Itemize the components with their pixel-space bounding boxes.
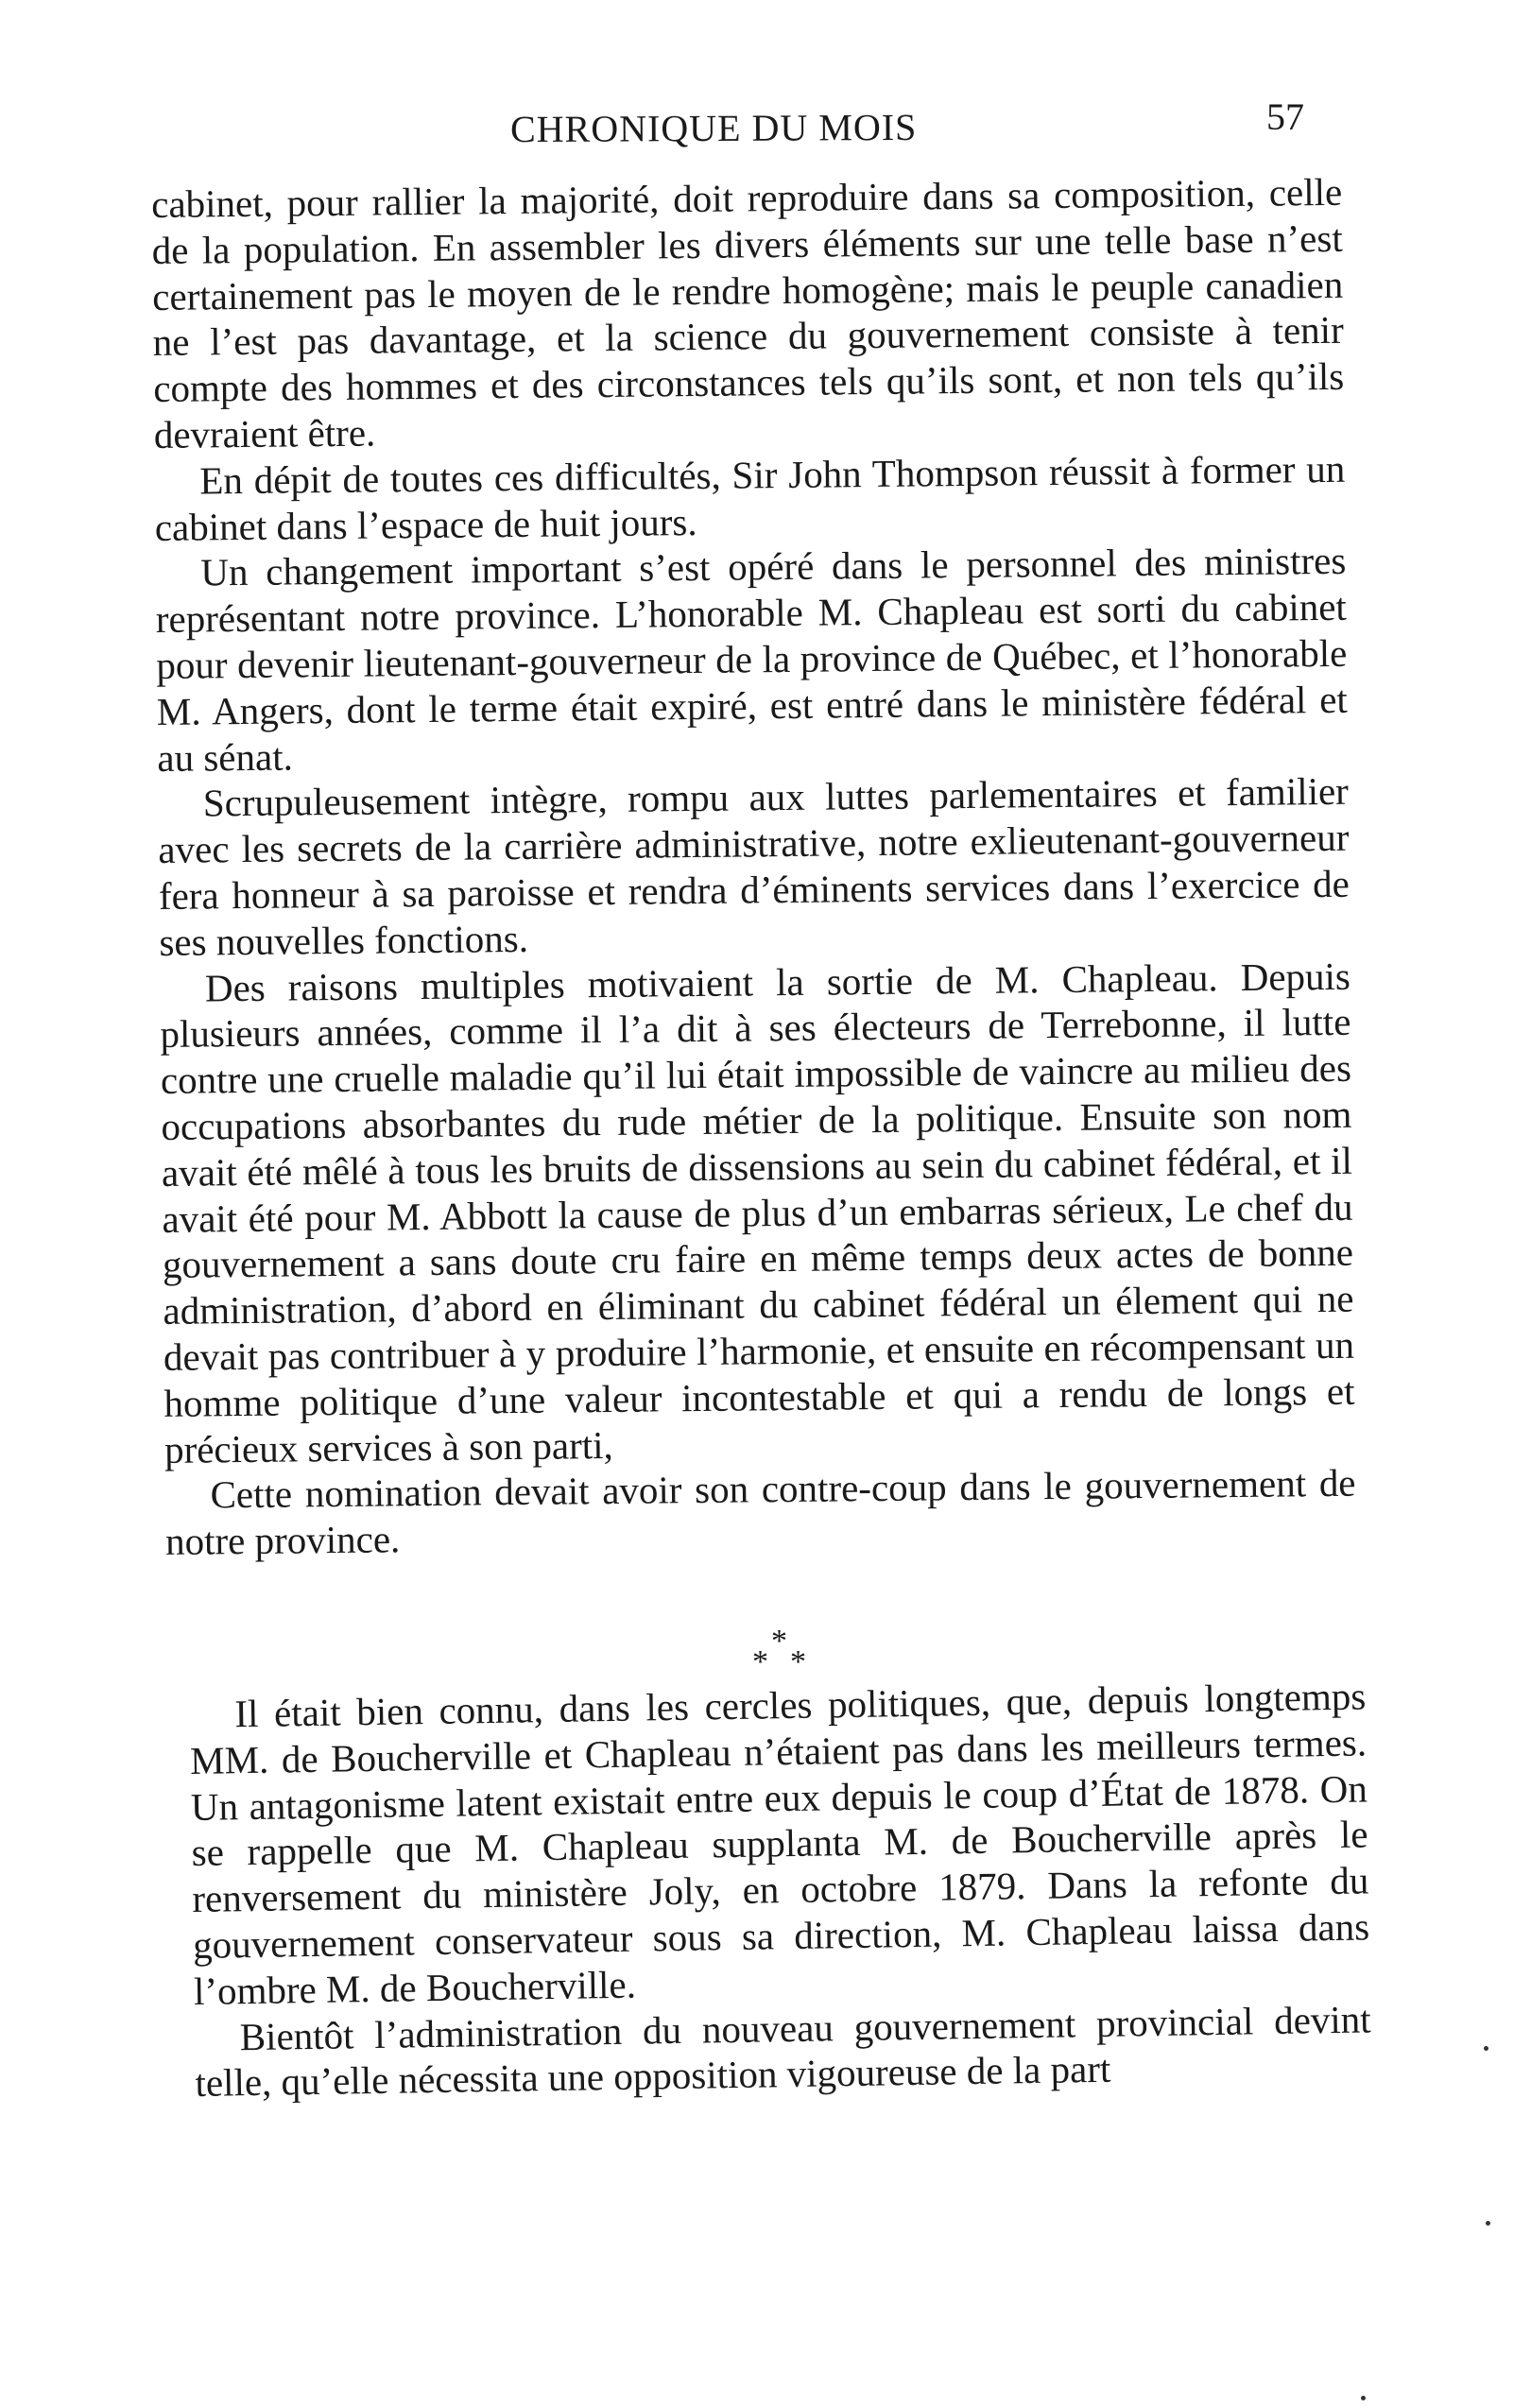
separator-star: * [752,1644,768,1679]
section-separator [747,1625,822,1682]
paragraph: cabinet, pour rallier la majorité, doit reproduire dans sa composition, celle de la population. En assembler les divers éléments sur une telle base n’est certainement pas le moyen de le rendre homogène; mais le peuple canadien ne l’est pas davantage, et la science du gouvernement consiste à tenir compte des hommes et des circonstances tels qu’ils sont, et non tels qu’ils devraient être. [151,169,1345,456]
paragraph: En dépit de toutes ces difficultés, Sir John Thompson réussit à former un cabinet dans l’espace de huit jours. [154,446,1346,549]
paragraph: Des raisons multiples motivaient la sortie de M. Chapleau. Depuis plusieurs années, comme il l’a dit à ses électeurs de Terrebonne, il lutte contre une cruelle maladie qu’il lui était impossible de vaincre au milieu des occupations absorbantes du rude métier de la politique. Ensuite son nom avait été mêlé à tous les bruits de dissensions au sein du cabinet fédéral, et il avait été pour M. Abbott la cause de plus d’un embarras sérieux, Le chef du gouvernement a sans doute cru faire en même temps deux actes de bonne administration, d’abord en éliminant du cabinet fédéral un élement qui ne devait pas contribuer à y produire l’harmonie, et ensuite en récompensant un homme politique d’une valeur incontestable et qui a rendu de longs et précieux services à son parti, [160,954,1355,1471]
separator-star: * [790,1644,806,1679]
text-section-1 [151,169,1356,1565]
page-number: 57 [1266,95,1304,138]
ink-speck [1486,2221,1490,2226]
paragraph: Scrupuleusement intègre, rompu aux luttes parlementaires et familier avec les secrets de la carrière administrative, notre exlieutenant-gouverneur fera honneur à sa paroisse et rendra d’éminents services dans l’exercice de ses nouvelles fonctions. [158,769,1350,964]
separator-star: * [771,1624,787,1659]
text-section-2 [189,1673,1372,2107]
ink-speck [1361,2396,1366,2400]
paragraph: Il était bien connu, dans les cercles politiques, que, depuis longtemps MM. de Boucherville et Chapleau n’étaient pas dans les meilleurs termes. Un antagonisme latent existait entre eux depuis le coup d’État de 1878. On se rappelle que M. Chapleau supplanta M. de Boucherville après le renversement du ministère Joly, en octobre 1879. Dans la refonte du gouvernement conservateur sous sa direction, M. Chapleau laissa dans l’ombre M. de Boucherville. [189,1674,1370,2013]
ink-speck [1484,2046,1488,2051]
paragraph: Bientôt l’administration du nouveau gouvernement provincial devint telle, qu’elle nécessita une opposition vigoureuse de la part [195,1996,1371,2106]
running-title: CHRONIQUE DU MOIS [509,105,918,151]
paragraph: Un changement important s’est opéré dans le personnel des ministres représentant notre province. L’honorable M. Chapleau est sorti du cabinet pour devenir lieutenant-gouverneur de la province de Québec, et l’honorable M. Angers, dont le terme était expiré, est entré dans le ministère fédéral et au sénat. [155,539,1349,780]
paragraph: Cette nomination devait avoir son contre-coup dans le gouvernement de notre province. [164,1461,1356,1564]
